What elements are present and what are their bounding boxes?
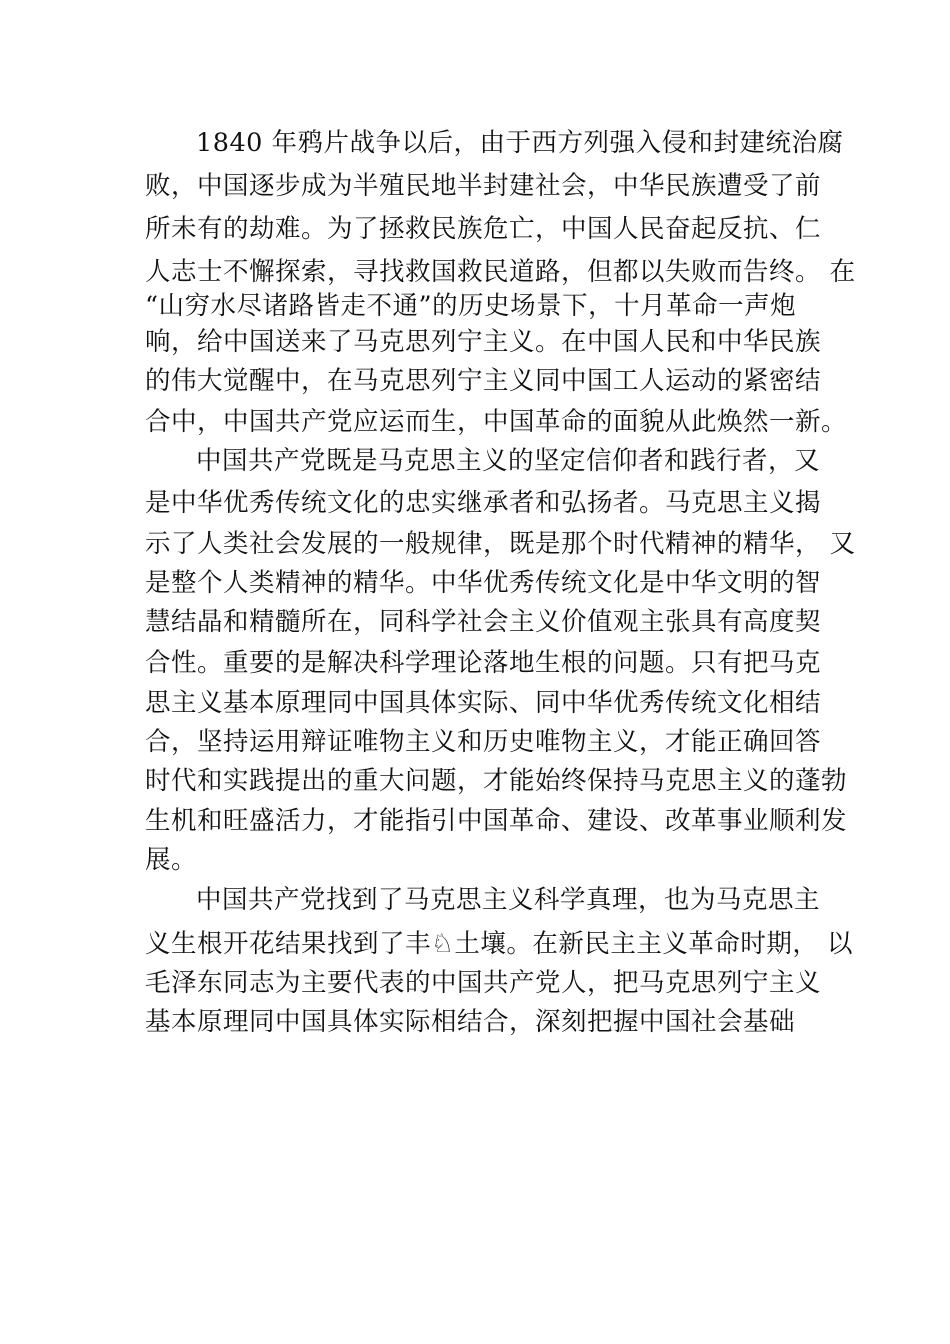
paragraph-3-line-4: 基本原理同中国具体实际相结合，深刻把握中国社会基础 bbox=[145, 1007, 796, 1037]
paragraph-1-line-7: 的伟大觉醒中，在马克思列宁主义同中国工人运动的紧密结 bbox=[145, 366, 822, 396]
paragraph-2-line-10: 生机和旺盛活力，才能指引中国革命、建设、改革事业顺利发 bbox=[145, 806, 848, 836]
paragraph-3-line-3: 毛泽东同志为主要代表的中国共产党人，把马克思列宁主义 bbox=[145, 968, 822, 998]
paragraph-2-line-8: 合，坚持运用辩证唯物主义和历史唯物主义，才能正确回答 bbox=[145, 727, 822, 757]
paragraph-1-line-3: 所未有的劫难。为了拯救民族危亡，中国人民奋起反抗、仁 bbox=[145, 214, 822, 244]
paragraph-2-line-3: 示了人类社会发展的一般规律，既是那个时代精神的精华， 又 bbox=[145, 529, 856, 559]
paragraph-3-line-2: 义生根开花结果找到了丰♘土壤。在新民主主义革命时期， 以 bbox=[145, 929, 853, 959]
paragraph-2-line-11: 展。 bbox=[145, 845, 198, 875]
paragraph-2-line-4: 是整个人类精神的精华。中华优秀传统文化是中华文明的智 bbox=[145, 568, 822, 598]
paragraph-1-line-4: 人志士不懈探索，寻找救国救民道路，但都以失败而告终。 在 bbox=[145, 257, 856, 287]
paragraph-1-line-5: “山穷水尽诸路皆走不通”的历史场景下，十月革命一声炮 bbox=[145, 291, 797, 321]
paragraph-2-line-1: 中国共产党既是马克思主义的坚定信仰者和践行者，又 bbox=[196, 446, 821, 476]
paragraph-2-line-5: 慧结晶和精髓所在，同科学社会主义价值观主张具有高度契 bbox=[145, 607, 822, 637]
paragraph-1-line-6: 响，给中国送来了马克思列宁主义。在中国人民和中华民族 bbox=[145, 327, 822, 357]
paragraph-1-line-8: 合中，中国共产党应运而生，中国革命的面貌从此焕然一新。 bbox=[145, 407, 848, 437]
paragraph-2-line-7: 思主义基本原理同中国具体实际、同中华优秀传统文化相结 bbox=[145, 688, 822, 718]
paragraph-3-line-1: 中国共产党找到了马克思主义科学真理，也为马克思主 bbox=[196, 885, 821, 915]
paragraph-1-line-1: 1840 年鸦片战争以后，由于西方列强入侵和封建统治腐 bbox=[196, 128, 844, 158]
paragraph-1-line-2: 败，中国逐步成为半殖民地半封建社会，中华民族遭受了前 bbox=[145, 171, 822, 201]
paragraph-2-line-2: 是中华优秀传统文化的忠实继承者和弘扬者。马克思主义揭 bbox=[145, 488, 822, 518]
paragraph-2-line-9: 时代和实践提出的重大问题，才能始终保持马克思主义的蓬勃 bbox=[145, 766, 848, 796]
paragraph-2-line-6: 合性。重要的是解决科学理论落地生根的问题。只有把马克 bbox=[145, 648, 822, 678]
